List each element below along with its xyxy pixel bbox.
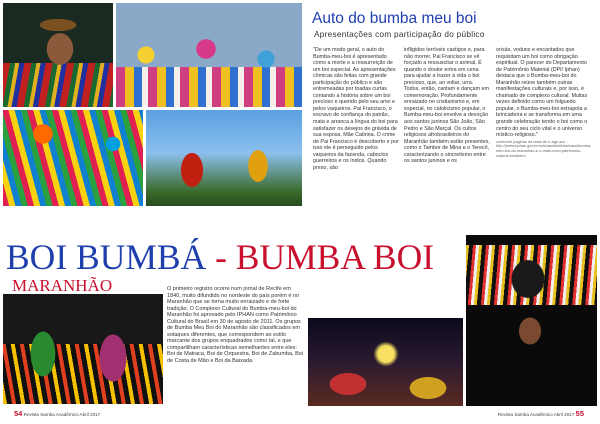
photo-figures-sky: [146, 110, 302, 206]
photo-colorful-costumes: [3, 110, 143, 206]
photo-man-in-hat: [3, 3, 113, 107]
footer-right: [498, 409, 584, 418]
article-column-3-text: orixás, voduns e encantados que requisitam um boi como obrigação espiritual. O parecer do Departamento de Patrimônio Material (DPI/ Iphan) destaca que o Bumba-meu-boi do Maranhão reúne também outras manifestações culturais e, por isso, é chamado de complexo cultural. Muitas vezes definido como um folguedo popular, o Bumba-meu-boi extrapola a brincadeira e se transforma em uma grande celebração tendo o boi como o centro do seu ciclo vital e o universo místico-religioso.": [496, 47, 588, 139]
headline-part-1: BOI BUMBÁ: [6, 237, 207, 277]
article-title: Auto do bumba meu boi: [312, 10, 477, 27]
intro-paragraph: O primeiro registro ocorre num jornal de Recife em 1840, muito difundido no nordeste do país porém é no Maranhão que se torna muito enraizado e de forte tradição. O Complexo Cultural do Bumba-meu-boi do Maranhão foi aprovado pelo IPHAN como Patrimônio Cultural do Brasil em 30 de agosto de 2011. Os grupos de Bumba Meu Boi do Maranhão são classificados em sotaques diferentes, que correspondem ao estilo marcante dos grupos enquadrados como tal, e que compartilham características semelhantes entre eles: Boi de Matraca, Boi de Orquestra, Boi de Zabumba, Boi de Costa de Mão e Boi da Baixada.: [167, 286, 304, 364]
main-headline: [6, 238, 434, 276]
page-number-left: 54: [14, 409, 23, 418]
photo-masked-figures: [116, 3, 302, 107]
article-column-3: [496, 47, 592, 229]
photo-headdress: [466, 235, 597, 406]
headline-region: MARANHÃO: [12, 276, 113, 295]
footer-left: [14, 409, 100, 418]
headline-part-2: BUMBA BOI: [235, 237, 435, 277]
footer-left-text: Revista Samba Acadêmico Abril 2017: [23, 412, 101, 417]
footer-right-text: Revista Samba Acadêmico Abril 2017: [497, 412, 575, 417]
photo-night-festival: [308, 318, 463, 406]
page-number-right: 55: [575, 409, 584, 418]
article-column-2: infligidos terríveis castigos e, para não morrer, Pai Francisco se vê forçado a ressuscitar o animal. É quando o doutor entra em cena para ajudar a trazer à vida o boi precioso, que, ao voltar, urra. Todos, então, cantam e dançam em comemoração. Profundamente enraizado no cristianismo e, em especial, no catolicismo popular, o Bumba-meu-boi envolve a devoção aos santos juninos São João, São Pedro e São Marçal. Os cultos religiosos afrobrasileiros do Maranhão também estão presentes, como o Tambor de Mina e o Terecô, caracterizando o sincretismo entre os santos juninos e os: [404, 47, 490, 165]
article-column-1: "De um modo geral, o auto do Bumba-meu-boi é apresentado como a morte e a ressurreição de um boi especial. As apresentações cômicas são feitas com grande participação do público e são entremeadas por toadas curtas contando a história sobre um boi precioso e querido pelo seu amo e pelos vaqueiros. Pai Francisco, o escravo de confiança do patrão, mata e arranca a língua do boi para satisfazer os desejos de grávida de sua esposa, Mãe Catirina. O crime de Pai Francisco é descoberto e por isso ele é perseguido pelos vaqueiros da fazenda, caboclos guerreiros e os índios. Quando preso, são: [313, 47, 399, 171]
photo-dancers: [3, 294, 163, 404]
article-subtitle: Apresentações com participação do público: [314, 30, 485, 39]
source-credit: conforme páginas da www.de n-age.acc - http://portal.iphan.gov.br/noticias/detalhes/caso/bumba-meu-boi-do-maranhao-e-o-mais-novo-patrimonio-cultural-brasileiro: [496, 138, 592, 159]
headline-separator: -: [206, 237, 236, 277]
